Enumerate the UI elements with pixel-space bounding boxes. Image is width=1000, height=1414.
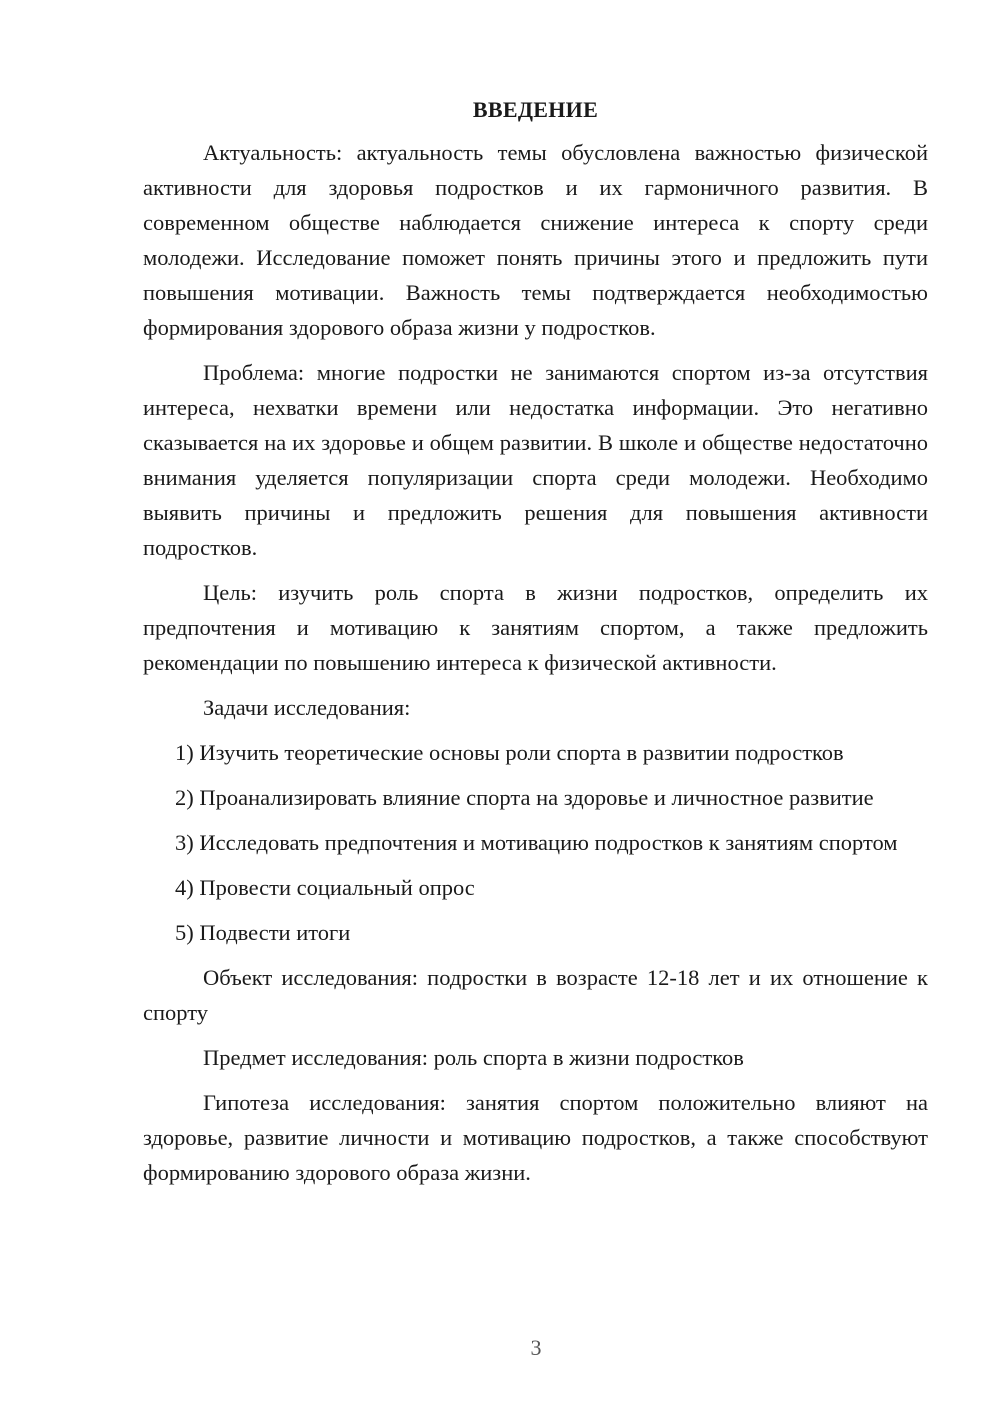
section-heading: ВВЕДЕНИЕ [472,97,599,122]
task-item: 2) Проанализировать влияние спорта на здоровье и личностное развитие [175,785,874,810]
paragraph-hypothesis: Гипотеза исследования: занятия спортом положительно влияют на здоровье, развитие личности и мотивацию подростков, а также способствуют формированию здорового образа жизни. [143,1090,928,1185]
page-body [143,95,928,1200]
tasks-title: Задачи исследования: [203,695,411,720]
task-item: 3) Исследовать предпочтения и мотивацию подростков к занятиям спортом [175,830,898,855]
paragraph-problem: Проблема: многие подростки не занимаются спортом из-за отсутствия интереса, нехватки времени или недостатка информации. Это негативно сказывается на их здоровье и общем развитии. В школе и обществе недостаточно внимания уделяется популяризации спорта среди молодежи. Необходимо выявить причины и предложить решения для повышения активности подростков. [143,360,928,560]
task-item: 1) Изучить теоретические основы роли спорта в развитии подростков [175,740,844,765]
page-number: 3 [530,1335,542,1360]
task-item: 5) Подвести итоги [175,920,351,945]
paragraph-goal: Цель: изучить роль спорта в жизни подростков, определить их предпочтения и мотивацию к занятиям спортом, а также предложить рекомендации по повышению интереса к физической активности. [143,580,928,675]
task-item: 4) Провести социальный опрос [175,875,475,900]
paragraph-subject: Предмет исследования: роль спорта в жизни подростков [203,1045,744,1070]
paragraph-relevance: Актуальность: актуальность темы обусловлена важностью физической активности для здоровья подростков и их гармоничного развития. В современном обществе наблюдается снижение интереса к спорту среди молодежи. Исследование поможет понять причины этого и предложить пути повышения мотивации. Важность темы подтверждается необходимостью формирования здорового образа жизни у подростков. [143,140,928,340]
paragraph-object: Объект исследования: подростки в возрасте 12-18 лет и их отношение к спорту [143,965,928,1025]
